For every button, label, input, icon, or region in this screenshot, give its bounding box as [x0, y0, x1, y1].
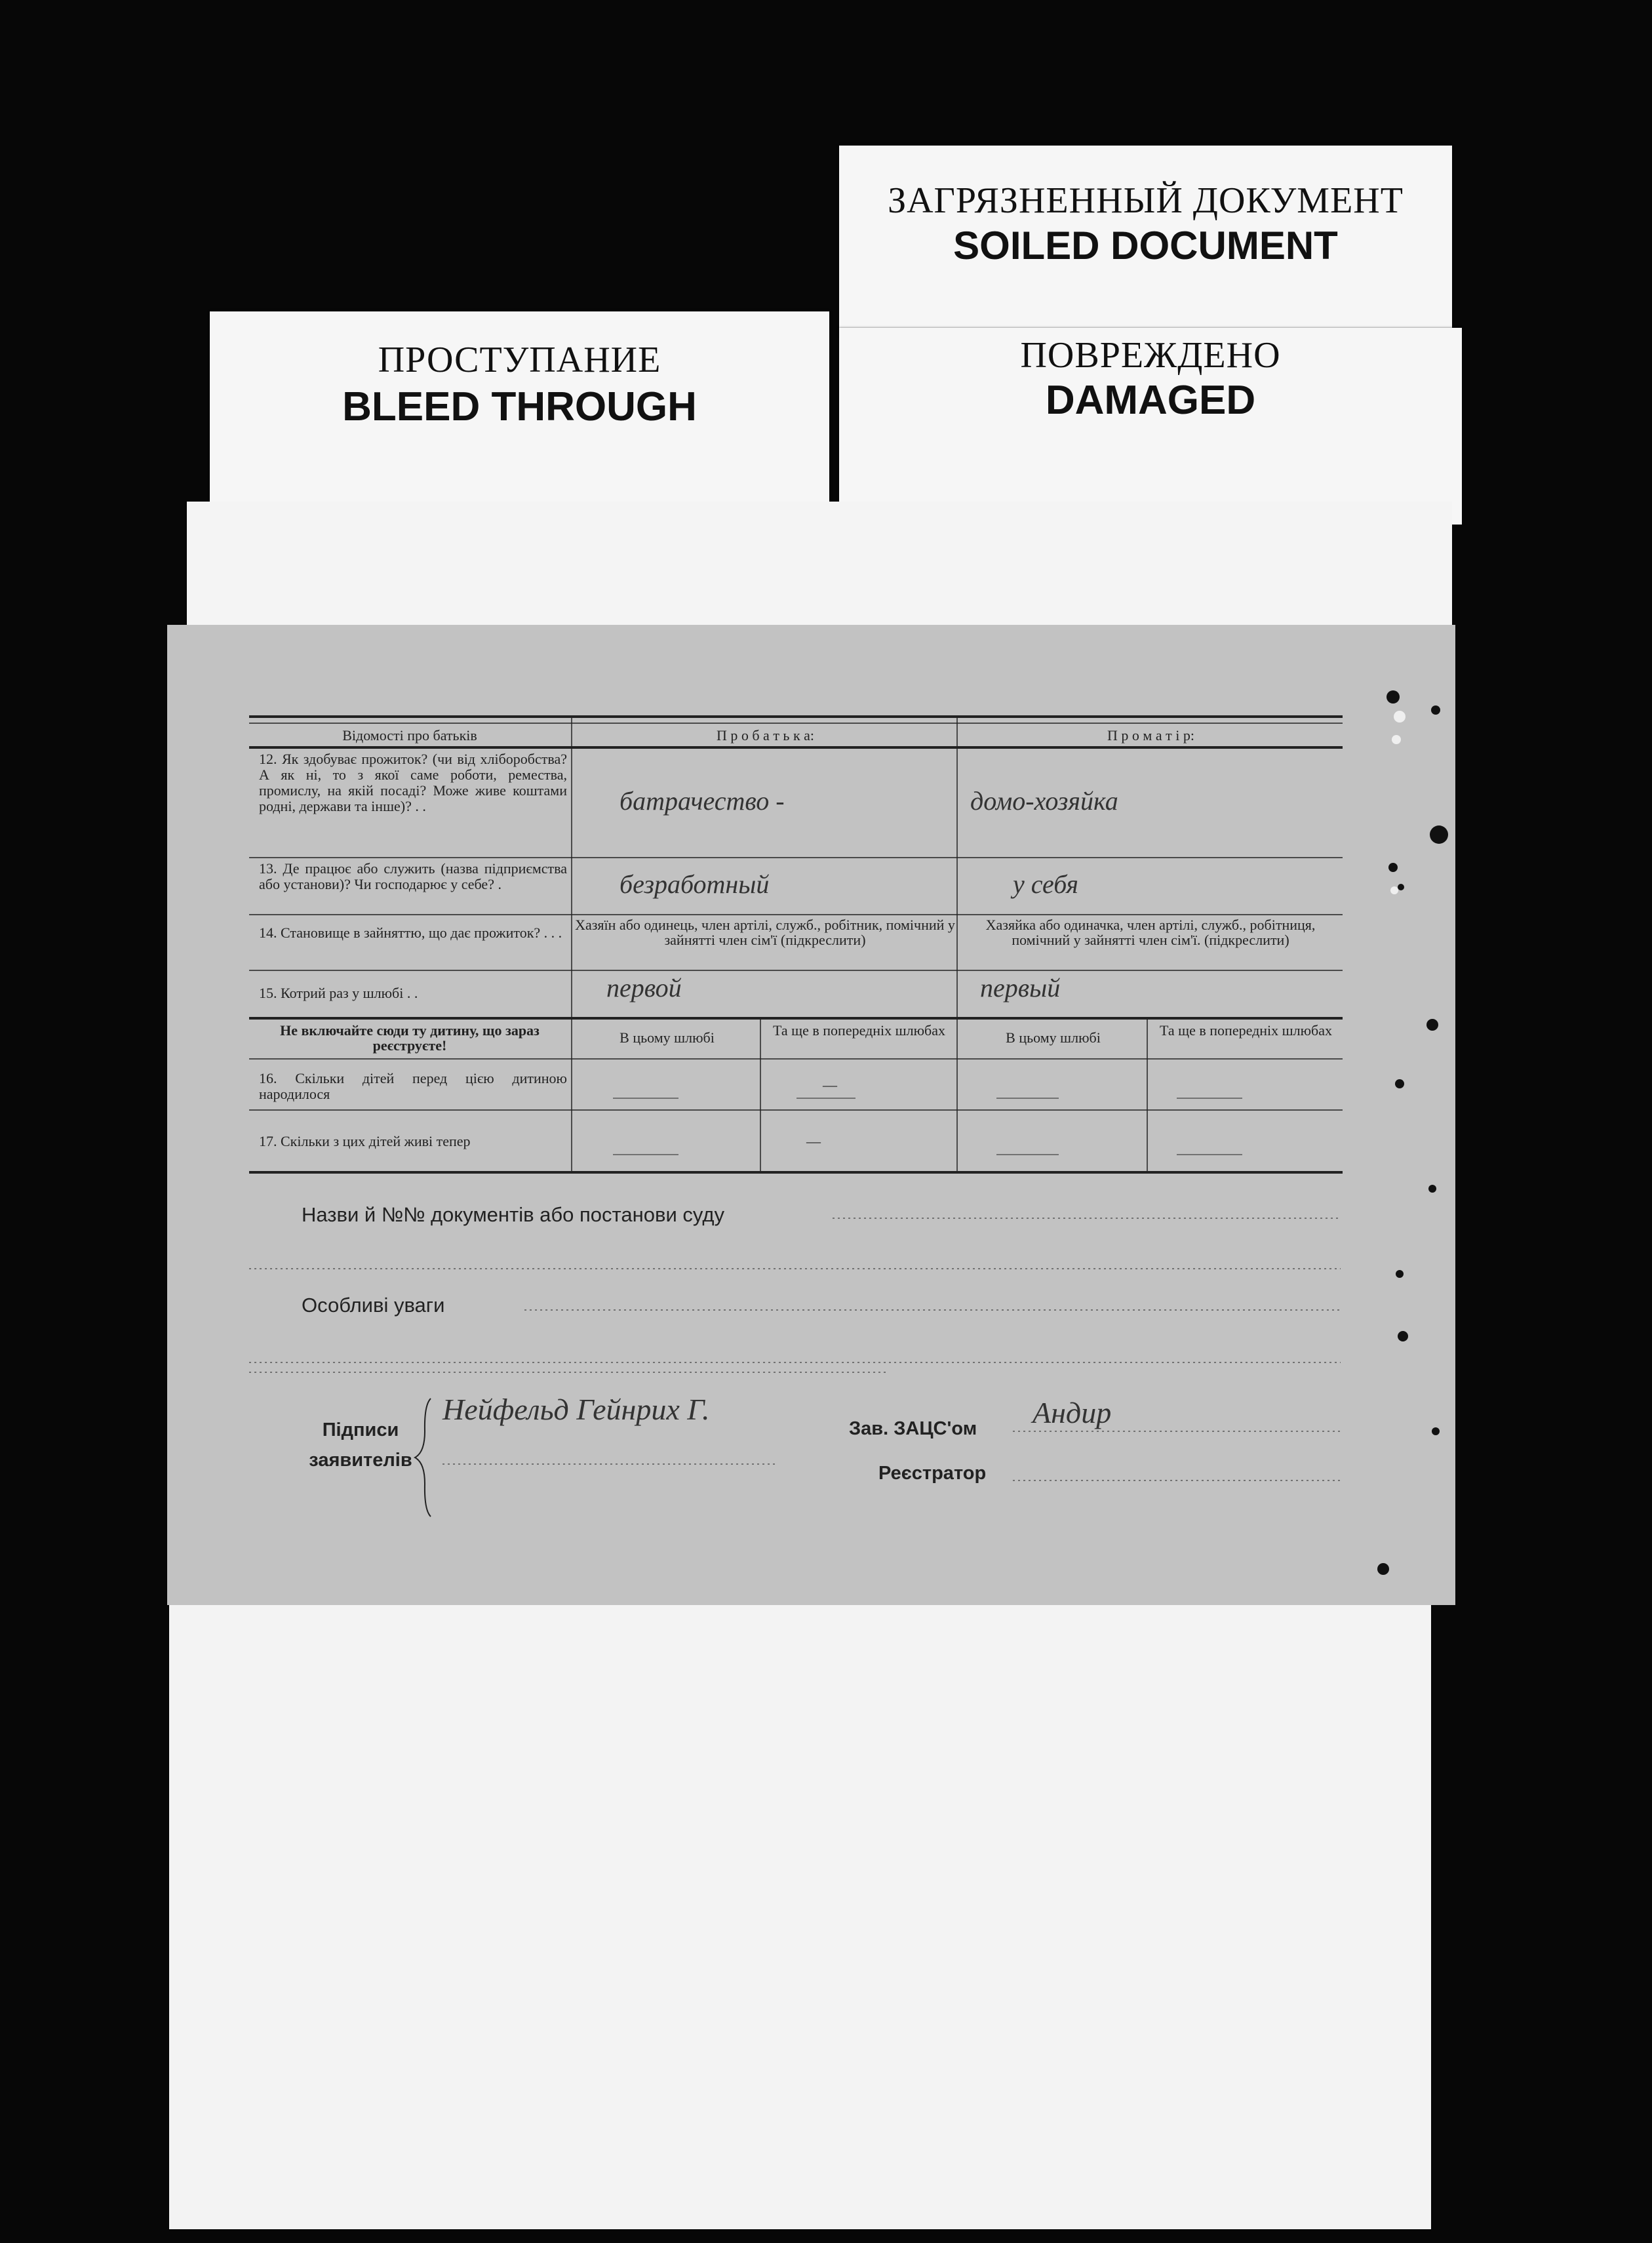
- bleed-through-card: [210, 311, 829, 521]
- header-section: Відомості про батьків: [342, 727, 477, 744]
- children-previous-mother: Та ще в попередніх шлюбах: [1160, 1022, 1332, 1039]
- documents-label: Назви й №№ документів або постанови суду: [302, 1203, 724, 1226]
- q17-dash: —: [806, 1133, 821, 1149]
- q13-label: 13. Де працює або служить (назва підприємства або установи)? Чи господарює у себе? .: [259, 860, 567, 892]
- q16-label: 16. Скільки дітей перед цією дитиною народилося: [259, 1070, 567, 1102]
- q17-label: 17. Скільки з цих дітей живі тепер: [259, 1133, 471, 1149]
- bleed-label-en: BLEED THROUGH: [342, 384, 697, 429]
- bleed-label-ru: ПРОСТУПАНИЕ: [378, 340, 661, 380]
- damaged-label-en: DAMAGED: [1045, 378, 1256, 423]
- header-father: П р о б а т ь к а:: [716, 727, 815, 744]
- soiled-label-ru: ЗАГРЯЗНЕННЫЙ ДОКУМЕНТ: [888, 180, 1404, 221]
- q13-father-answer: безработный: [620, 869, 770, 899]
- soiled-document-card: [839, 146, 1452, 336]
- q14-father-options: Хазяїн або одинець, член артілі, служб., робітник, помічний у зайнятті член сім'ї (підкреслити): [575, 917, 955, 948]
- q12-father-answer: батрачество -: [620, 786, 785, 816]
- signatures-label: Підписи заявителів: [309, 1419, 412, 1471]
- q15-father-answer: первой: [606, 973, 682, 1002]
- soiled-label-en: SOILED DOCUMENT: [953, 224, 1338, 268]
- children-previous-father: Та ще в попередніх шлюбах: [773, 1022, 945, 1039]
- damaged-label-ru: ПОВРЕЖДЕНО: [1020, 335, 1281, 376]
- children-note: Не включайте сюди ту дитину, що зараз реєструєте!: [280, 1022, 540, 1054]
- head-signature: Андир: [1032, 1396, 1112, 1429]
- head-label: Зав. ЗАЦС'ом: [849, 1418, 977, 1439]
- q16-dash: —: [823, 1077, 837, 1093]
- blank-sheet: [187, 502, 1452, 633]
- q14-mother-options: Хазяйка або одиначка, член артілі, служб., робітниця, помічний у зайнятті член сім'ї. (підкреслити): [985, 917, 1316, 948]
- children-in-marriage-father: В цьому шлюбі: [620, 1029, 715, 1046]
- q12-label: 12. Як здобуває прожиток? (чи від хліборобства? А як ні, то з якої саме роботи, ремества, промислу, на якій посаді? Може живе коштами родні, держави та інше)? . .: [259, 751, 567, 814]
- header-mother: П р о м а т і р:: [1107, 727, 1194, 744]
- q15-mother-answer: первый: [980, 973, 1061, 1002]
- q13-mother-answer: у себя: [1013, 869, 1078, 899]
- registrar-label: Реєстратор: [878, 1463, 987, 1484]
- registration-form: [167, 625, 1455, 1605]
- remarks-label: Особливі уваги: [302, 1294, 445, 1317]
- children-in-marriage-mother: В цьому шлюбі: [1006, 1029, 1101, 1046]
- damaged-card: [839, 328, 1462, 525]
- q14-label: 14. Становище в зайняттю, що дає прожиток? . . .: [259, 924, 562, 941]
- backing-sheet: [169, 1574, 1431, 2229]
- q15-label: 15. Котрий раз у шлюбі . .: [259, 985, 418, 1001]
- applicant-signature: Нейфельд Гейнрих Г.: [442, 1393, 710, 1426]
- q12-mother-answer: домо-хозяйка: [970, 786, 1118, 816]
